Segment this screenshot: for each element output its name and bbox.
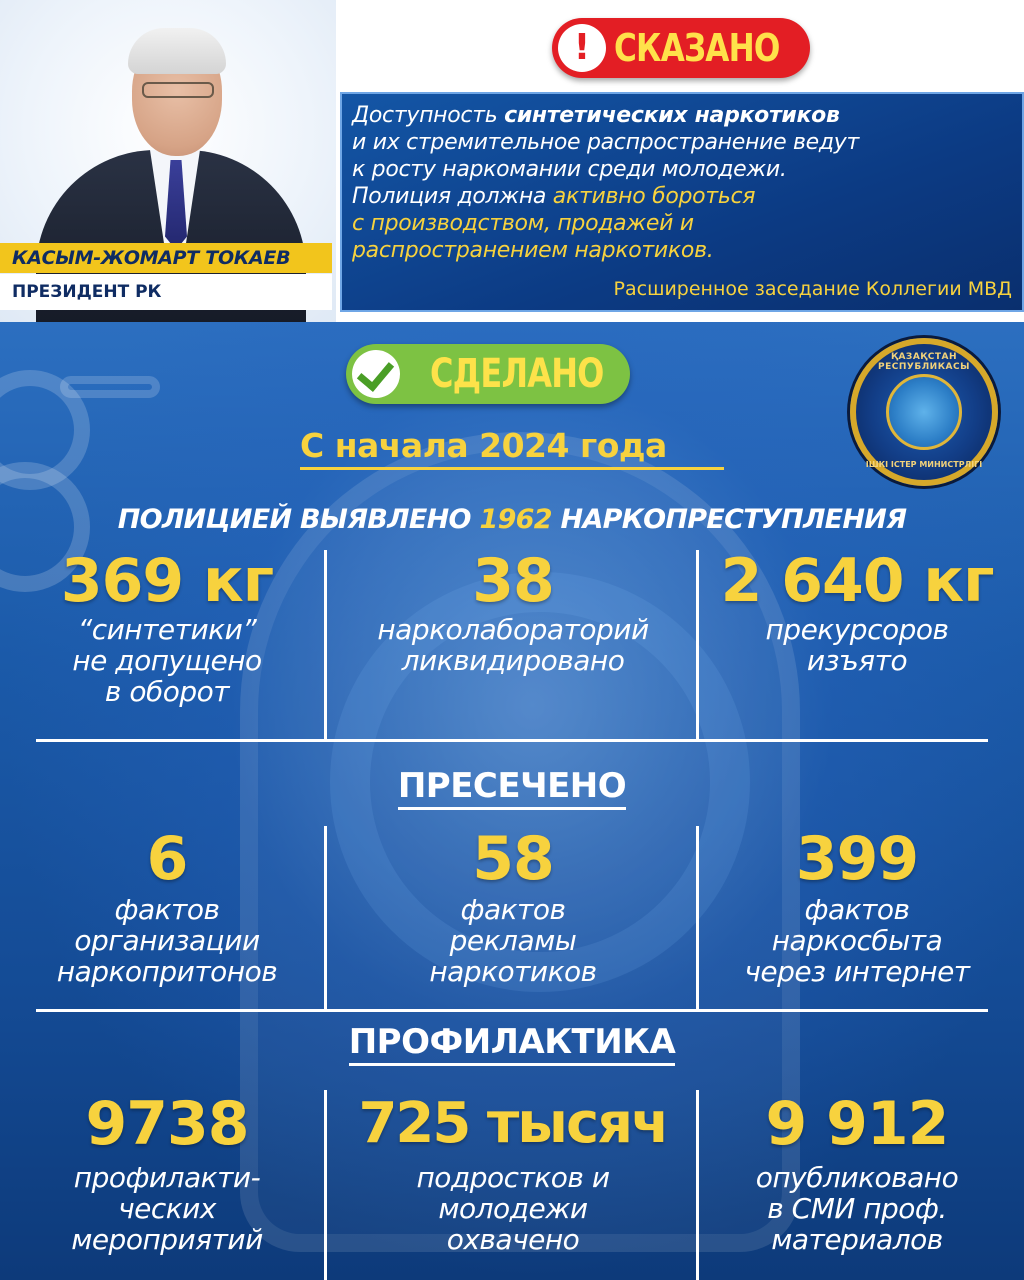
section-suppressed [0,766,1024,806]
stat-value: 6 [146,824,188,894]
divider [696,550,699,740]
done-section [0,322,1024,1280]
row-divider [36,739,988,742]
stat-media [700,1086,1014,1255]
said-section [0,0,1024,322]
stat-labs [328,548,698,676]
stat-value: 9738 [85,1089,249,1159]
said-badge [552,18,810,78]
stat-label: опубликовано в СМИ проф. материалов [755,1161,959,1256]
divider [696,1090,699,1280]
emblem-globe-icon [886,374,962,450]
stat-label: прекурсоров изъято [765,613,949,677]
stat-value: 399 [795,824,919,894]
stats-row-1 [10,548,1014,740]
stat-label: фактов организации наркопритонов [56,893,278,988]
quote-line6: распространением наркотиков. [352,238,714,263]
person-title: ПРЕЗИДЕНТ РК [0,274,332,310]
stat-label: профилакти- ческих мероприятий [71,1161,263,1256]
stat-dens [10,824,324,987]
person-name: КАСЫМ-ЖОМАРТ ТОКАЕВ [0,243,332,273]
stat-label: подростков и молодежи охвачено [416,1161,610,1256]
row-divider [36,1009,988,1012]
stat-label: “синтетики” не допущено в оборот [72,613,262,708]
stat-value: 2 640 кг [720,546,994,616]
stats-row-2 [10,824,1014,1010]
stat-online-sales [700,824,1014,987]
said-label: СКАЗАНО [614,26,780,70]
headline [0,504,1024,535]
stat-precursors [700,548,1014,676]
checkmark-icon [352,350,400,398]
stat-value: 369 кг [60,546,274,616]
headline-post: НАРКОПРЕСТУПЛЕНИЯ [551,504,907,535]
stat-events [10,1086,324,1255]
quote-text [352,102,1016,264]
exclamation-icon: ! [558,24,606,72]
done-label: СДЕЛАНО [430,351,604,397]
quote-line3: к росту наркомании среди молодежи. [352,157,787,182]
ministry-emblem [850,338,998,486]
stats-row-3 [10,1086,1014,1280]
done-badge [346,344,630,404]
stat-youth [328,1086,698,1255]
divider [696,826,699,1012]
stat-label: фактов наркосбыта через интернет [744,893,970,988]
section-prevention [0,1022,1024,1062]
stat-ads [328,824,698,987]
stat-value: 9 912 [765,1089,949,1159]
section-prevention-label: ПРОФИЛАКТИКА [349,1022,676,1066]
divider [324,550,327,740]
stat-synthetics [10,548,324,707]
divider [324,1090,327,1280]
quote-line5: с производством, продажей и [352,211,694,236]
quote-line4-highlight: активно бороться [552,184,756,209]
photo-glasses [142,82,214,98]
headline-number: 1962 [479,504,552,535]
since-date: С начала 2024 года [300,426,724,470]
stat-label: нарколабораторий ликвидировано [377,613,649,677]
quote-line4-plain: Полиция должна [352,184,553,209]
stat-value: 58 [472,824,554,894]
stat-label: фактов рекламы наркотиков [429,893,597,988]
quote-box [340,92,1024,312]
divider [324,826,327,1012]
quote-line1-plain: Доступность [352,103,505,128]
quote-source: Расширенное заседание Коллегии МВД [613,278,1012,300]
quote-line1-bold: синтетических наркотиков [504,103,840,128]
stat-value: 725 тысяч [358,1091,668,1156]
headline-pre: ПОЛИЦИЕЙ ВЫЯВЛЕНО [117,504,480,535]
emblem-top-text: ҚАЗАҚСТАН РЕСПУБЛИКАСЫ [878,352,970,372]
handcuffs-chain-icon [60,376,160,398]
quote-line2: и их стремительное распространение ведут [352,130,860,155]
section-suppressed-label: ПРЕСЕЧЕНО [398,766,626,810]
emblem-bottom-text: ІШКІ ІСТЕР МИНИСТРЛІГІ [865,460,983,469]
photo-hair [128,28,226,74]
stat-value: 38 [472,546,554,616]
